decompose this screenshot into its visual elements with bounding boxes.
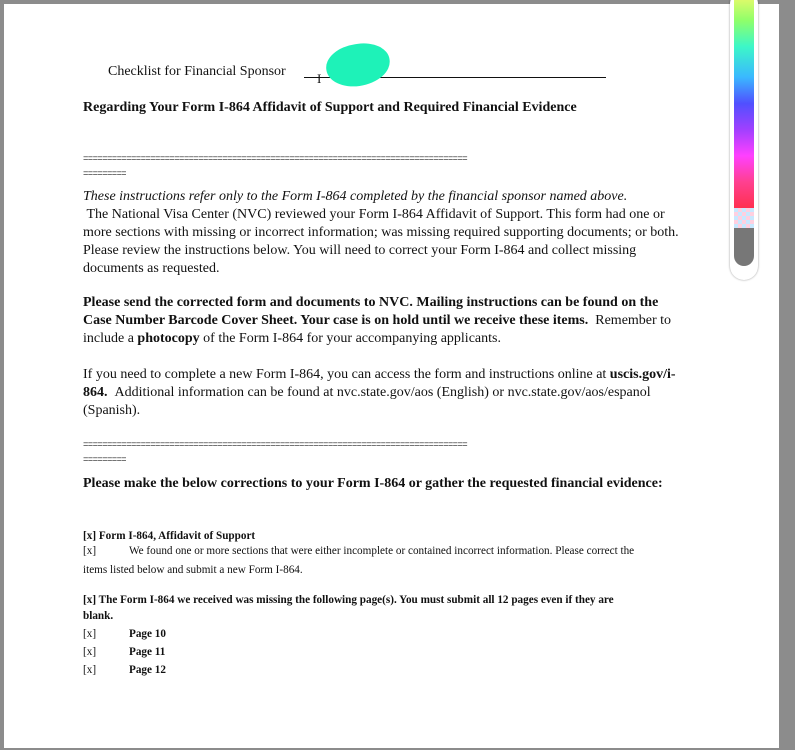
document-page [4, 4, 779, 748]
send-photocopy-word: photocopy [137, 331, 200, 346]
separator-rule-2-tail: ========= [83, 455, 127, 465]
corrections-heading: Please make the below corrections to your Form I-864 or gather the requested financial evidence: [83, 476, 663, 491]
separator-rule-2: ================================================================================ [83, 440, 468, 450]
checkbox-marked: [x] [83, 664, 97, 676]
new-form-paragraph [83, 366, 683, 420]
new-form-text-1: If you need to complete a new Form I-864, you can access the form and instructions online at [83, 367, 607, 382]
separator-rule: ================================================================================ [83, 154, 468, 164]
sponsor-name-fragment: I [317, 71, 322, 86]
uscis-link[interactable]: uscis.gov/i-864. [83, 367, 676, 400]
checkbox-marked: [x] [83, 646, 97, 658]
intro-paragraph [83, 188, 683, 278]
section2-title-2: blank. [83, 610, 114, 622]
checkbox-marked: [x] [83, 545, 97, 557]
intro-body: The National Visa Center (NVC) reviewed your Form I-864 Affidavit of Support. This form had one or more sections with missing or incorrect information; was missing required supporting documents; or both. Please review the instructions below. You will need to correct your Form I-864 and collect missing documents as requested. [83, 207, 679, 276]
section1-line-1 [83, 545, 634, 557]
page-label: Page 10 [129, 628, 166, 640]
color-palette-picker[interactable] [730, 0, 758, 280]
list-item [83, 664, 166, 676]
section1-title: [x] Form I-864, Affidavit of Support [83, 530, 256, 542]
send-reminder-1: Remember to include a [83, 313, 672, 346]
section1-text-2: items listed below and submit a new Form I-864. [83, 564, 303, 576]
section2-title-1: [x] The Form I-864 we received was missing the following page(s). You must submit all 12 pages even if they are [83, 594, 614, 606]
grey-swatch[interactable] [734, 228, 754, 266]
list-item [83, 646, 165, 658]
page-label: Page 12 [129, 664, 166, 676]
send-instructions-bold: Please send the corrected form and documents to NVC. Mailing instructions can be found on the Case Number Barcode Cover Sheet. Your case is on hold until we receive these items. [83, 295, 659, 328]
redaction-mark [323, 40, 392, 90]
send-paragraph [83, 294, 683, 348]
color-spectrum-slider[interactable] [734, 0, 754, 208]
section1-text-1: We found one or more sections that were either incomplete or contained incorrect information. Please correct the [129, 545, 635, 557]
send-reminder-2: of the Form I-864 for your accompanying applicants. [203, 331, 501, 346]
transparent-swatch[interactable] [734, 208, 754, 228]
intro-italic: These instructions refer only to the Form I-864 completed by the financial sponsor named above. [83, 189, 628, 204]
document-heading: Regarding Your Form I-864 Affidavit of Support and Required Financial Evidence [83, 100, 577, 115]
list-item [83, 628, 166, 640]
checkbox-marked: [x] [83, 628, 97, 640]
sponsor-label: Checklist for Financial Sponsor [108, 64, 286, 79]
new-form-text-2: Additional information can be found at nvc.state.gov/aos (English) or nvc.state.gov/aos/espanol (Spanish). [83, 385, 651, 418]
page-label: Page 11 [129, 646, 166, 658]
separator-rule-tail: ========= [83, 169, 127, 179]
